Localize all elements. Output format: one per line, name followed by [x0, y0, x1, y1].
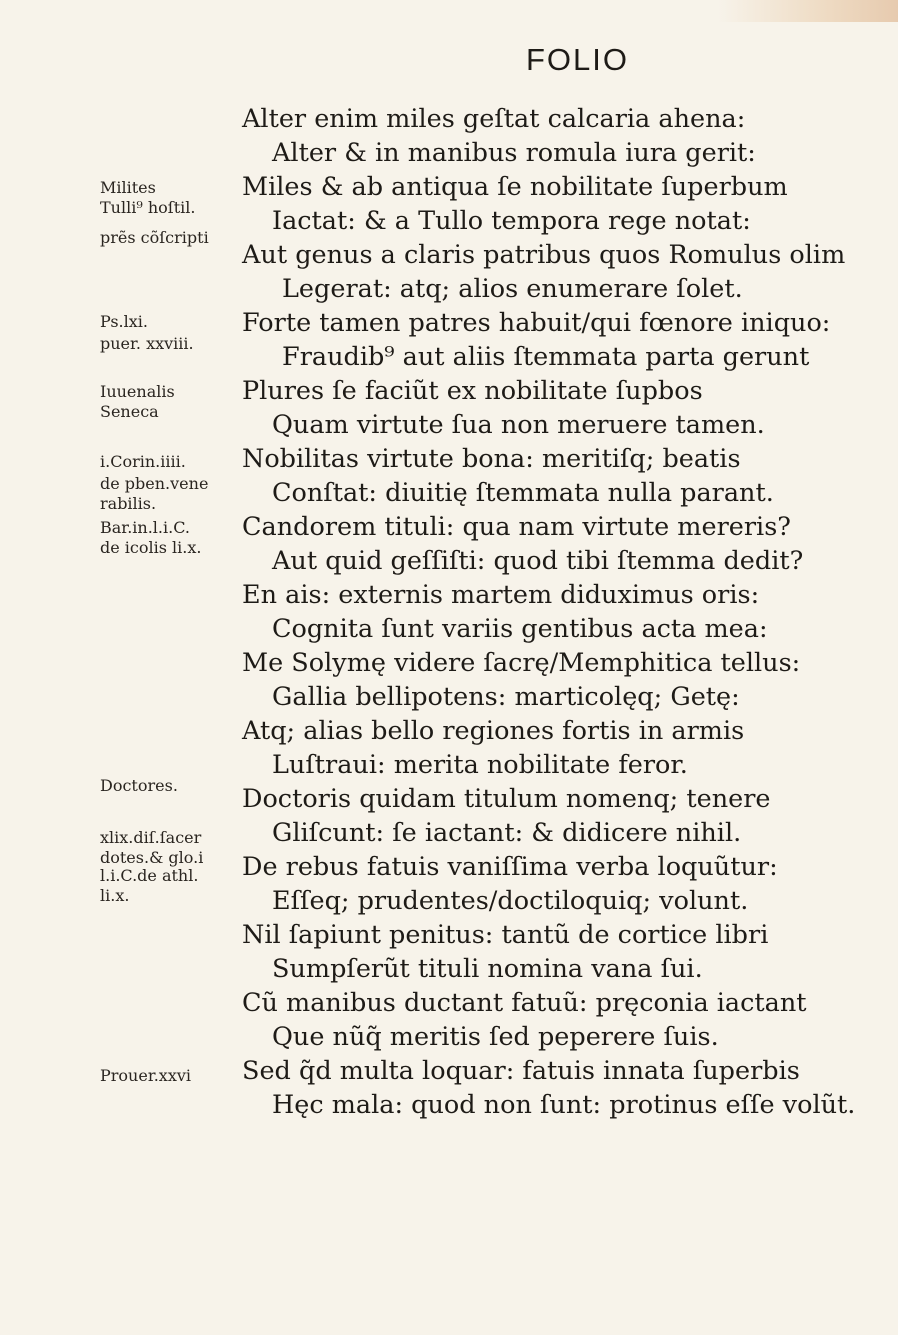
verse-line: Fraudib⁹ aut aliis ſtemmata parta gerunt — [282, 342, 810, 372]
verse-line: Alter & in manibus romula iura gerit: — [272, 138, 756, 168]
verse-line: Nobilitas virtute bona: meritiſq; beatis — [242, 444, 741, 474]
margin-note: Doctores. — [100, 776, 178, 795]
verse-line: Que nũq̃ meritis ſed peperere ſuis. — [272, 1022, 719, 1052]
folio-header: FOLIO — [526, 42, 630, 77]
margin-note: i.Corin.iiii. — [100, 452, 186, 471]
verse-line: Alter enim miles geſtat calcaria ahena: — [242, 104, 746, 134]
margin-note: Bar.in.l.i.C. — [100, 518, 190, 537]
verse-line: Atq; alias bello regiones fortis in armis — [242, 716, 745, 746]
verse-line: Nil ſapiunt penitus: tantũ de cortice libri — [242, 920, 769, 950]
margin-note: Seneca — [100, 402, 159, 421]
verse-line: Miles & ab antiqua ſe nobilitate ſuperbum — [242, 172, 788, 202]
verse-line: Candorem tituli: qua nam virtute mereris? — [242, 512, 791, 542]
margin-note: Ps.lxi. — [100, 312, 148, 331]
margin-note: Milites — [100, 178, 156, 197]
verse-line: Aut genus a claris patribus quos Romulus olim — [242, 240, 846, 270]
margin-note: l.i.C.de athl. — [100, 866, 199, 885]
verse-line: Legerat: atq; alios enumerare ſolet. — [282, 274, 743, 304]
verse-line: En ais: externis martem diduximus oris: — [242, 580, 760, 610]
margin-note: Iuuenalis — [100, 382, 175, 401]
margin-note: de pben.vene — [100, 474, 209, 493]
verse-line: Aut quid geſſiſti: quod tibi ſtemma dedit? — [272, 546, 804, 576]
margin-note: puer. xxviii. — [100, 334, 194, 353]
verse-line: Eſſeq; prudentes/doctiloquiq; volunt. — [272, 886, 749, 916]
verse-line: Quam virtute ſua non meruere tamen. — [272, 410, 765, 440]
verse-line: Gallia bellipotens: marticolęq; Getę: — [272, 682, 740, 712]
verse-line: Forte tamen patres habuit/qui fœnore iniquo: — [242, 308, 831, 338]
verse-line: Conſtat: diuitię ſtemmata nulla parant. — [272, 478, 774, 508]
margin-note: de icolis li.x. — [100, 538, 202, 557]
margin-note: Tulli⁹ hoſtil. — [100, 198, 196, 217]
verse-line: Me Solymę videre ſacrę/Memphitica tellus: — [242, 648, 801, 678]
verse-line: Hęc mala: quod non ſunt: protinus eſſe volũt. — [272, 1090, 856, 1120]
verse-line: Cũ manibus ductant fatuũ: pręconia iactant — [242, 988, 807, 1018]
verse-line: Cognita ſunt variis gentibus acta mea: — [272, 614, 768, 644]
verse-line: Sumpſerũt tituli nomina vana ſui. — [272, 954, 703, 984]
margin-note: dotes.& glo.i — [100, 848, 204, 867]
verse-line: De rebus fatuis vaniſſima verba loquũtur: — [242, 852, 778, 882]
margin-note: rabilis. — [100, 494, 157, 513]
margin-note: li.x. — [100, 886, 130, 905]
verse-line: Gliſcunt: ſe iactant: & didicere nihil. — [272, 818, 742, 848]
verse-line: Sed q̃d multa loquar: fatuis innata ſuperbis — [242, 1056, 800, 1086]
verse-line: Luſtraui: merita nobilitate feror. — [272, 750, 688, 780]
margin-note: prẽs cõſcripti — [100, 228, 209, 247]
verse-line: Iactat: & a Tullo tempora rege notat: — [272, 206, 751, 236]
margin-note: xlix.diſ.ſacer — [100, 828, 202, 847]
paper-stain — [718, 0, 898, 22]
verse-line: Doctoris quidam titulum nomenq; tenere — [242, 784, 771, 814]
verse-line: Plures ſe faciũt ex nobilitate ſupbos — [242, 376, 703, 406]
margin-note: Prouer.xxvi — [100, 1066, 191, 1085]
